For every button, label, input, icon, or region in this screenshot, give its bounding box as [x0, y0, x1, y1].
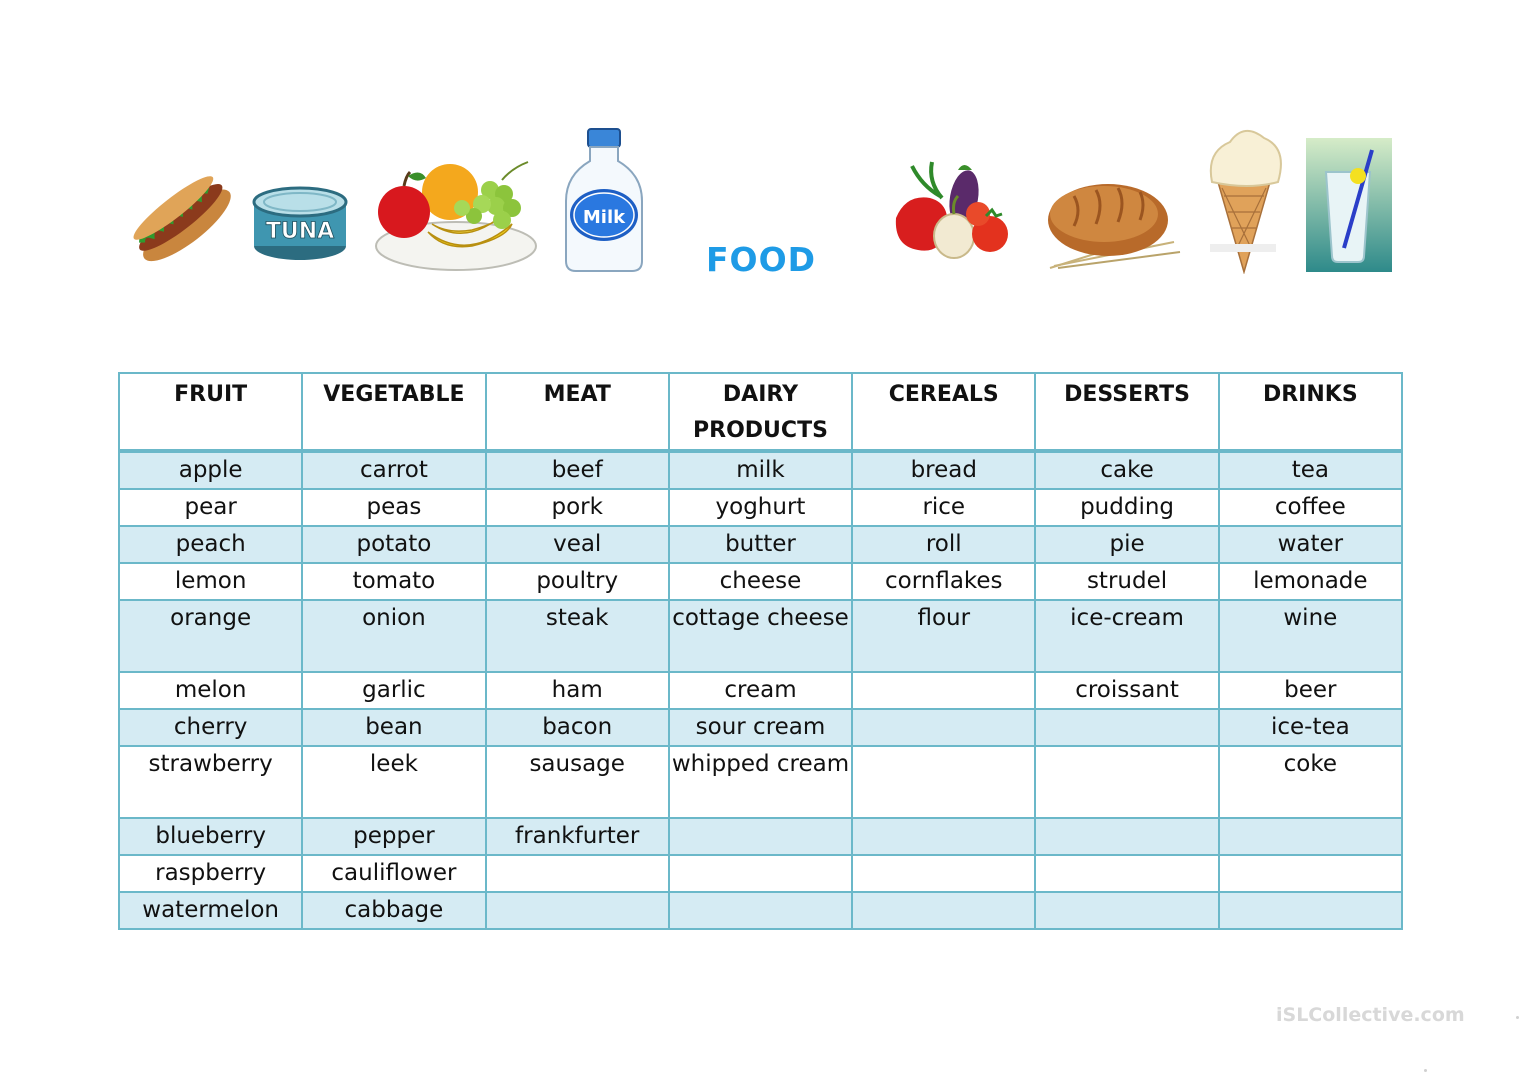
table-cell: bacon — [486, 709, 669, 746]
table-cell — [1035, 709, 1218, 746]
table-cell: pork — [486, 489, 669, 526]
header-cereals: CEREALS — [852, 373, 1035, 451]
table-cell: cabbage — [302, 892, 485, 929]
table-cell — [852, 892, 1035, 929]
table-cell: orange — [119, 600, 302, 672]
ice-cream-icon — [1206, 126, 1282, 274]
fruit-plate-icon — [372, 154, 540, 274]
watermark: iSLCollective.com — [1276, 1004, 1465, 1026]
header-drinks: DRINKS — [1219, 373, 1402, 451]
bread-icon — [1044, 172, 1184, 270]
table-cell: cherry — [119, 709, 302, 746]
table-cell: carrot — [302, 451, 485, 489]
table-cell: ice-cream — [1035, 600, 1218, 672]
table-cell: yoghurt — [669, 489, 852, 526]
table-row — [119, 892, 1402, 929]
header-dairy-products: DAIRY PRODUCTS — [669, 373, 852, 451]
decorative-dot — [1516, 1016, 1519, 1019]
table-cell: raspberry — [119, 855, 302, 892]
table-cell: tea — [1219, 451, 1402, 489]
table-cell: veal — [486, 526, 669, 563]
table-cell: butter — [669, 526, 852, 563]
table-cell: bread — [852, 451, 1035, 489]
table-cell: cottage cheese — [669, 600, 852, 672]
table-cell: frankfurter — [486, 818, 669, 855]
table-row — [119, 818, 1402, 855]
table-cell: pear — [119, 489, 302, 526]
page-title: FOOD — [706, 240, 817, 279]
table-row — [119, 855, 1402, 892]
tuna-can-icon — [250, 184, 350, 264]
table-row — [119, 526, 1402, 563]
header-meat: MEAT — [486, 373, 669, 451]
table-cell — [669, 892, 852, 929]
table-cell: beer — [1219, 672, 1402, 709]
table-cell: coke — [1219, 746, 1402, 818]
table-cell: ice-tea — [1219, 709, 1402, 746]
table-cell — [852, 746, 1035, 818]
table-cell: wine — [1219, 600, 1402, 672]
table-cell: peach — [119, 526, 302, 563]
table-row — [119, 563, 1402, 600]
table-cell: tomato — [302, 563, 485, 600]
table-cell: onion — [302, 600, 485, 672]
table-cell — [1219, 855, 1402, 892]
table-cell: cornflakes — [852, 563, 1035, 600]
table-cell: lemon — [119, 563, 302, 600]
tuna-label: TUNA — [265, 219, 335, 244]
table-cell — [486, 855, 669, 892]
drink-glass-icon — [1306, 138, 1392, 272]
table-cell: garlic — [302, 672, 485, 709]
table-cell: cauliflower — [302, 855, 485, 892]
hotdog-icon — [126, 165, 238, 273]
decorative-dot — [1424, 1069, 1427, 1072]
table-cell: cheese — [669, 563, 852, 600]
table-cell: leek — [302, 746, 485, 818]
table-cell: steak — [486, 600, 669, 672]
table-cell: melon — [119, 672, 302, 709]
table-cell: pie — [1035, 526, 1218, 563]
table-cell: flour — [852, 600, 1035, 672]
table-cell — [852, 709, 1035, 746]
header-vegetable: VEGETABLE — [302, 373, 485, 451]
table-cell: potato — [302, 526, 485, 563]
food-table — [118, 372, 1403, 930]
table-cell: sour cream — [669, 709, 852, 746]
table-cell — [852, 855, 1035, 892]
table-row — [119, 746, 1402, 818]
table-cell: peas — [302, 489, 485, 526]
table-cell: blueberry — [119, 818, 302, 855]
table-cell — [1035, 746, 1218, 818]
table-cell — [1219, 818, 1402, 855]
table-cell: pudding — [1035, 489, 1218, 526]
table-cell — [1035, 892, 1218, 929]
table-header-row — [119, 373, 1402, 451]
table-cell: pepper — [302, 818, 485, 855]
table-cell: cream — [669, 672, 852, 709]
table-cell: lemonade — [1219, 563, 1402, 600]
table-cell: apple — [119, 451, 302, 489]
table-cell: roll — [852, 526, 1035, 563]
table-cell: strawberry — [119, 746, 302, 818]
table-cell: poultry — [486, 563, 669, 600]
table-cell: watermelon — [119, 892, 302, 929]
header-desserts: DESSERTS — [1035, 373, 1218, 451]
table-cell: sausage — [486, 746, 669, 818]
table-cell: rice — [852, 489, 1035, 526]
table-cell: croissant — [1035, 672, 1218, 709]
table-cell — [669, 818, 852, 855]
table-cell: beef — [486, 451, 669, 489]
table-row — [119, 451, 1402, 489]
table-cell: whipped cream — [669, 746, 852, 818]
milk-bottle-icon — [562, 127, 646, 273]
table-cell: milk — [669, 451, 852, 489]
table-row — [119, 600, 1402, 672]
table-row — [119, 709, 1402, 746]
table-cell — [1219, 892, 1402, 929]
table-row — [119, 489, 1402, 526]
table-cell — [669, 855, 852, 892]
table-cell — [486, 892, 669, 929]
vegetables-icon — [892, 156, 1014, 266]
header-fruit: FRUIT — [119, 373, 302, 451]
table-cell: bean — [302, 709, 485, 746]
table-row — [119, 672, 1402, 709]
table-cell: ham — [486, 672, 669, 709]
table-cell — [1035, 818, 1218, 855]
milk-label: Milk — [582, 207, 626, 228]
table-cell: cake — [1035, 451, 1218, 489]
table-cell — [1035, 855, 1218, 892]
table-cell: water — [1219, 526, 1402, 563]
table-cell — [852, 818, 1035, 855]
table-cell: coffee — [1219, 489, 1402, 526]
table-cell — [852, 672, 1035, 709]
table-cell: strudel — [1035, 563, 1218, 600]
